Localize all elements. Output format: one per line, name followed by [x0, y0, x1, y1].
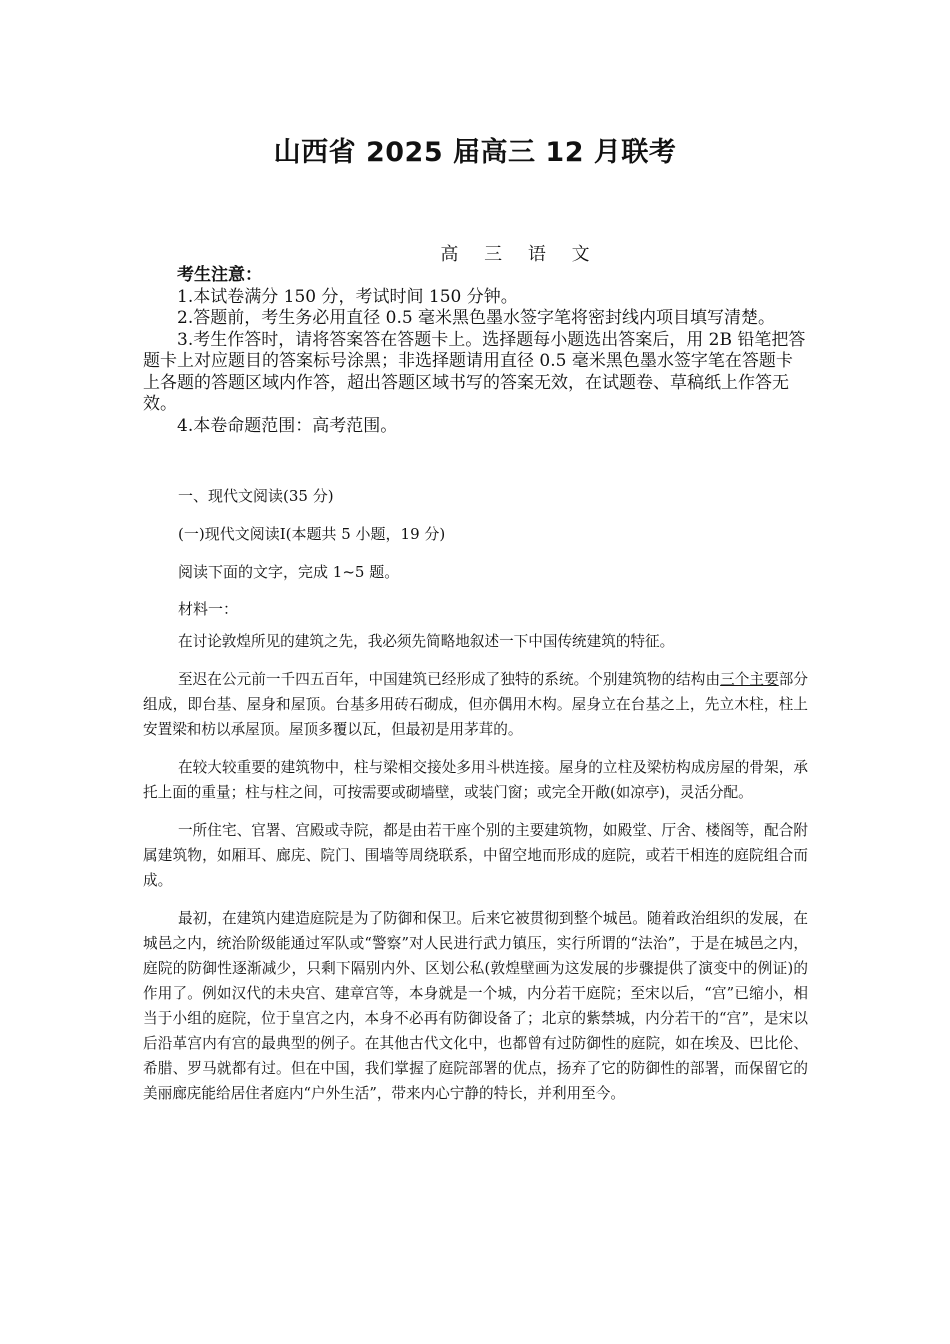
notice-item: 3.考生作答时，请将答案答在答题卡上。选择题每小题选出答案后，用 2B 铅笔把答题卡上对应题目的答案标号涂黑；非选择题请用直径 0.5 毫米黑色墨水签字笔在答题卡上各题的答题区域内作答，超出答题区域书写的答案无效，在试题卷、草稿纸上作答无效。 — [143, 329, 806, 414]
passage-paragraph: 一所住宅、官署、宫殿或寺院，都是由若干座个别的主要建筑物，如殿堂、厅舍、楼阁等，配合附属建筑物，如厢耳、廊庑、院门、围墙等周绕联系，中留空地而形成的庭院，或若干相连的庭院组合而成。 — [143, 822, 808, 889]
passage-text: 部分组成，即台基、屋身和屋顶。台基多用砖石砌成，但亦偶用木构。屋身立在台基之上，先立木柱，柱上安置梁和枋以承屋顶。屋顶多覆以瓦，但最初是用茅茸的。 — [143, 671, 808, 738]
passage-text: 至迟在公元前一千四五百年，中国建筑已经形成了独特的系统。个别建筑物的结构由 — [178, 671, 721, 688]
notice-item: 4.本卷命题范围：高考范围。 — [177, 415, 398, 436]
underlined-phrase: 三个主要 — [720, 671, 779, 688]
passage-paragraph — [143, 667, 808, 742]
section-heading: 一、现代文阅读(35 分) — [178, 487, 334, 505]
reading-passage — [143, 629, 808, 1119]
subject-heading: 高 三 语 文 — [440, 244, 600, 265]
passage-paragraph: 在较大较重要的建筑物中，柱与梁相交接处多用斗栱连接。屋身的立柱及梁枋构成房屋的骨架，承托上面的重量；柱与柱之间，可按需要或砌墙壁，或装门窗；或完全开敞(如凉亭)，灵活分配。 — [143, 759, 808, 801]
passage-paragraph: 最初，在建筑内建造庭院是为了防御和保卫。后来它被贯彻到整个城邑。随着政治组织的发展，在城邑之内，统治阶级能通过军队或“警察”对人民进行武力镇压，实行所谓的“法治”，于是在城邑之内，庭院的防御性逐渐减少，只剩下隔别内外、区划公私(敦煌壁画为这发展的步骤提供了演变中的例证)的作用了。例如汉代的未央宫、建章宫等，本身就是一个城，内分若干庭院；至宋以后，“宫”已缩小，相当于小组的庭院，位于皇宫之内，本身不必再有防御设备了；北京的紫禁城，内分若干的“宫”，是宋以后沿革宫内有宫的最典型的例子。在其他古代文化中，也都曾有过防御性的庭院，如在埃及、巴比伦、希腊、罗马就都有过。但在中国，我们掌握了庭院部署的优点，扬弃了它的防御性的部署，而保留它的美丽廊庑能给居住者庭内“户外生活”，带来内心宁静的特长，并利用至今。 — [143, 910, 808, 1102]
notice-item: 2.答题前，考生务必用直径 0.5 毫米黑色墨水签字笔将密封线内项目填写清楚。 — [177, 308, 776, 328]
notice-heading: 考生注意： — [177, 265, 262, 285]
material-label: 材料一： — [178, 600, 239, 618]
exam-notice — [143, 265, 808, 437]
notice-item: 1.本试卷满分 150 分，考试时间 150 分钟。 — [177, 286, 518, 307]
subsection-heading: (一)现代文阅读Ⅰ(本题共 5 小题，19 分) — [178, 525, 446, 543]
reading-instruction: 阅读下面的文字，完成 1~5 题。 — [178, 563, 400, 581]
exam-title: 山西省 2025 届高三 12 月联考 — [273, 137, 677, 168]
passage-paragraph: 在讨论敦煌所见的建筑之先，我必须先简略地叙述一下中国传统建筑的特征。 — [178, 633, 675, 650]
